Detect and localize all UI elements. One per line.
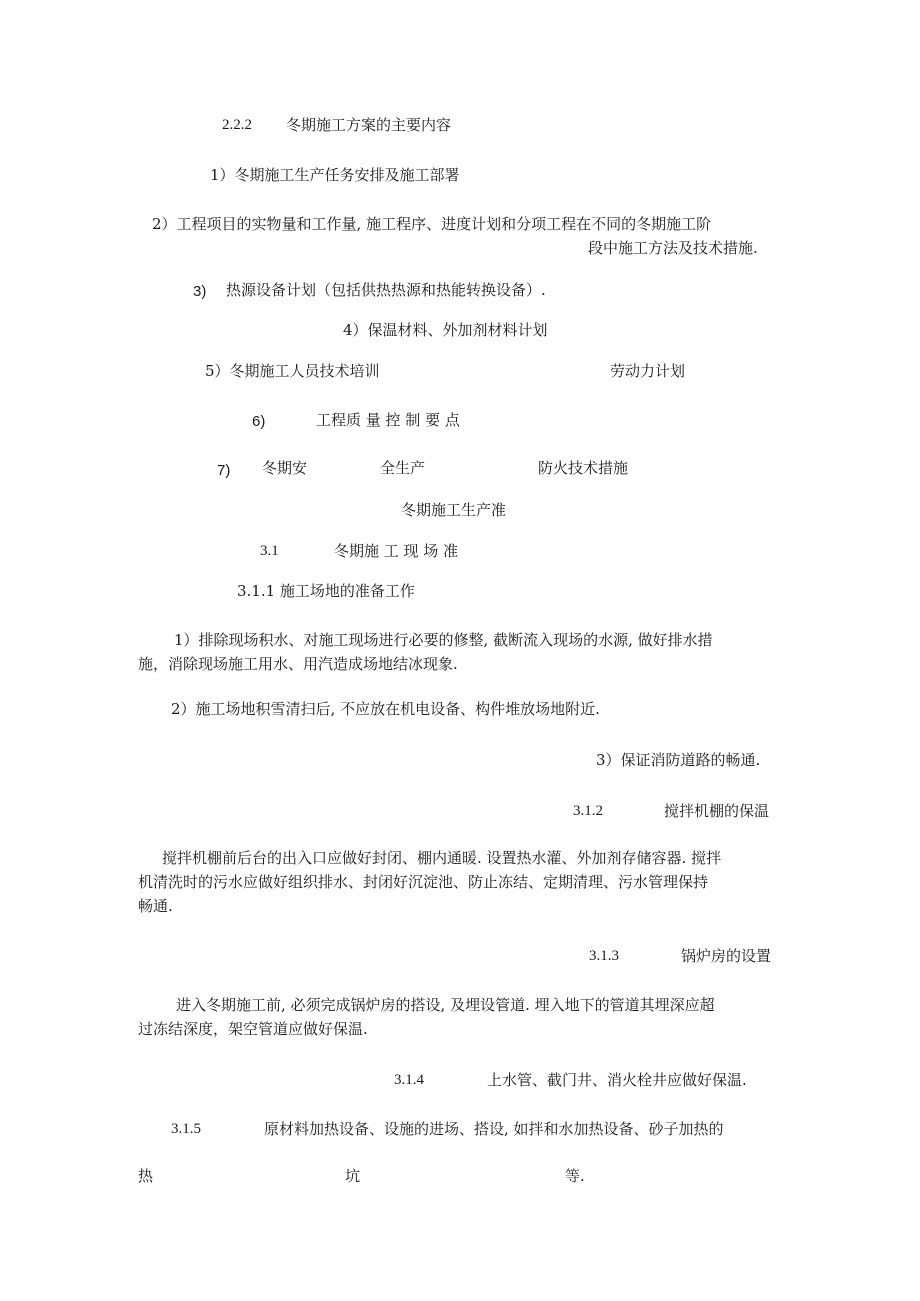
paragraph-1-line-2: 施，消除现场施工用水、用汽造成场地结冰现象. xyxy=(138,655,458,673)
paragraph-1-line-1: 1）排除现场积水、对施工现场进行必要的修整, 截断流入现场的水源, 做好排水措 xyxy=(174,631,713,649)
list-item-5-part-a: 5）冬期施工人员技术培训 xyxy=(205,362,380,380)
last-line-part-b: 坑 xyxy=(345,1167,361,1185)
paragraph-3: 3）保证消防道路的畅通. xyxy=(596,751,761,769)
list-item-2-line-1: 2）工程项目的实物量和工作量, 施工程序、进度计划和分项工程在不同的冬期施工阶 xyxy=(152,215,712,233)
list-item-6-number: 6) xyxy=(252,413,266,430)
list-item-4: 4）保温材料、外加剂材料计划 xyxy=(343,321,548,339)
list-item-5-part-b: 劳动力计划 xyxy=(610,362,686,380)
paragraph-2: 2）施工场地积雪清扫后, 不应放在机电设备、构件堆放场地附近. xyxy=(171,700,600,718)
paragraph-4-line-1: 搅拌机棚前后台的出入口应做好封闭、棚内通暖. 设置热水灌、外加剂存储容器. 搅拌 xyxy=(162,849,722,867)
last-line-part-c: 等. xyxy=(565,1167,585,1185)
list-item-3-number: 3) xyxy=(193,283,207,300)
list-item-7-part-a: 冬期安 xyxy=(262,459,308,477)
section-3-title: 冬期施工生产准 xyxy=(401,501,507,519)
paragraph-4-line-2: 机清洗时的污水应做好组织排水、封闭好沉淀池、防止冻结、定期清理、污水管理保持 xyxy=(138,873,709,891)
paragraph-1 xyxy=(138,628,783,676)
heading-3-1-5-number: 3.1.5 xyxy=(171,1121,201,1137)
heading-3-1-3-number: 3.1.3 xyxy=(589,948,619,964)
heading-3-1-3-title: 锅炉房的设置 xyxy=(681,947,772,965)
heading-2-2-2-number: 2.2.2 xyxy=(222,117,252,133)
list-item-7-part-b: 全生产 xyxy=(380,459,426,477)
heading-3-1-2-title: 搅拌机棚的保温 xyxy=(664,802,770,820)
paragraph-5-line-1: 进入冬期施工前, 必须完成锅炉房的搭设, 及埋设管道. 埋入地下的管道其埋深应超 xyxy=(176,996,715,1014)
heading-3-1-2-number: 3.1.2 xyxy=(573,803,603,819)
heading-3-1-1: 3.1.1 施工场地的准备工作 xyxy=(237,582,415,600)
heading-2-2-2-title: 冬期施工方案的主要内容 xyxy=(286,116,452,134)
last-line-part-a: 热 xyxy=(138,1167,154,1185)
paragraph-5 xyxy=(138,993,783,1041)
heading-3-1-title: 冬期施 工 现 场 准 xyxy=(334,542,459,560)
heading-3-1-4-title: 上水管、截门井、消火栓井应做好保温. xyxy=(487,1071,747,1089)
list-item-1: 1）冬期施工生产任务安排及施工部署 xyxy=(210,166,460,184)
list-item-6-text: 工程质 量 控 制 要 点 xyxy=(316,411,460,429)
heading-3-1-5-title: 原材料加热设备、设施的进场、搭设, 如拌和水加热设备、砂子加热的 xyxy=(264,1120,724,1138)
list-item-2-line-2: 段中施工方法及技术措施. xyxy=(588,239,758,257)
paragraph-4-line-3: 畅通. xyxy=(138,897,173,915)
paragraph-4 xyxy=(138,846,783,918)
list-item-3-text: 热源设备计划（包括供热热源和热能转换设备）. xyxy=(226,281,546,299)
list-item-7-number: 7) xyxy=(217,462,231,479)
heading-3-1-number: 3.1 xyxy=(260,543,279,559)
heading-3-1-4-number: 3.1.4 xyxy=(394,1072,424,1088)
paragraph-5-line-2: 过冻结深度，架空管道应做好保温. xyxy=(138,1020,368,1038)
list-item-7-part-c: 防火技术措施 xyxy=(538,459,629,477)
